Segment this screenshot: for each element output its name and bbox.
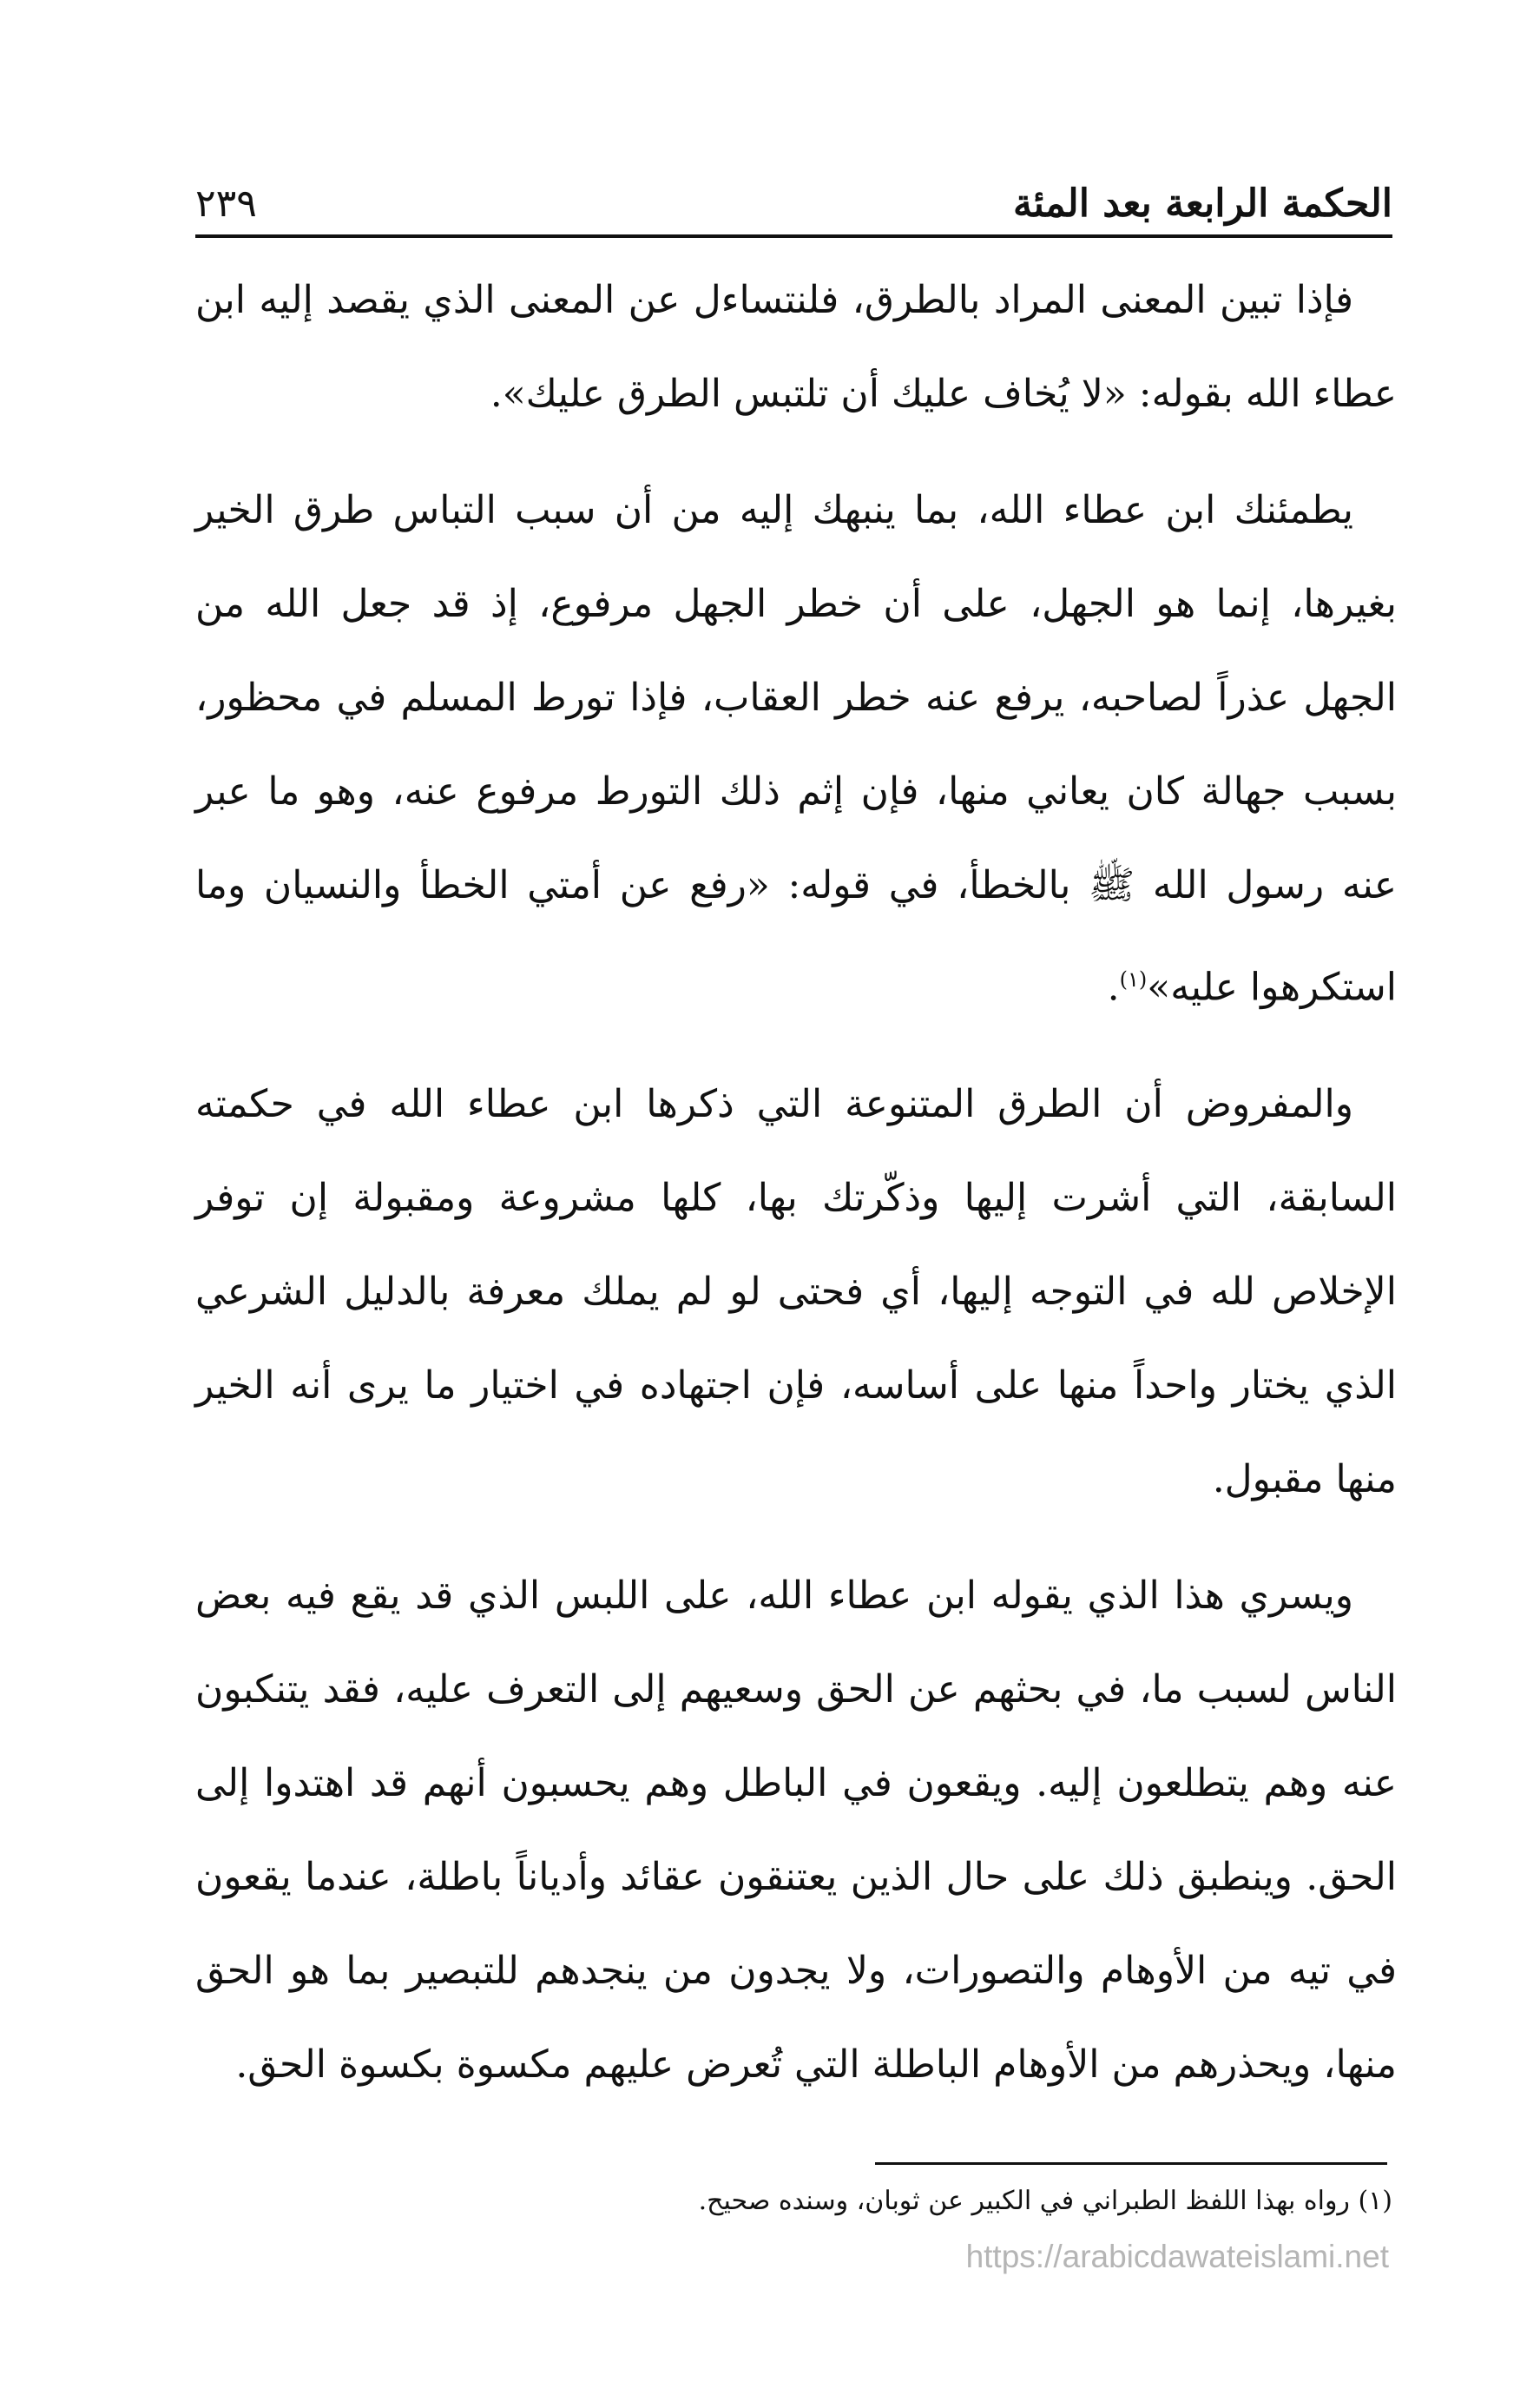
paragraph-1: فإذا تبين المعنى المراد بالطرق، فلنتساءل عن المعنى الذي يقصد إليه ابن عطاء الله بقوله: «لا يُخاف عليك أن تلتبس الطرق عليك». (195, 278, 1397, 416)
running-title: الحكمة الرابعة بعد المئة (1012, 181, 1392, 226)
footnote-separator (875, 2162, 1387, 2165)
page-header (195, 165, 1392, 238)
paragraph-2-text: يطمئنك ابن عطاء الله، بما ينبهك إليه من أن سبب التباس طرق الخير بغيرها، إنما هو الجهل، على أن خطر الجهل مرفوع، إذ قد جعل الله من الجهل عذراً لصاحبه، يرفع عنه خطر العقاب، فإذا تورط المسلم في محظور، بسبب جهالة كان يعاني منها، فإن إثم ذلك التورط مرفوع عنه، وهو ما عبر عنه رسول الله ﷺ بالخطأ، في قوله: «رفع عن أمتي الخطأ والنسيان وما استكرهوا عليه» (195, 488, 1397, 1010)
watermark-url: https://arabicdawateislami.net (965, 2239, 1389, 2274)
paragraph-2: يطمئنك ابن عطاء الله، بما ينبهك إليه من أن سبب التباس طرق الخير بغيرها، إنما هو الجهل، على أن خطر الجهل مرفوع، إذ قد جعل الله من الجهل عذراً لصاحبه، يرفع عنه خطر العقاب، فإذا تورط المسلم في محظور، بسبب جهالة كان يعاني منها، فإن إثم ذلك التورط مرفوع عنه، وهو ما عبر عنه رسول الله ﷺ بالخطأ، في قوله: «رفع عن أمتي الخطأ والنسيان وما استكرهوا عليه»$^{(١)}$. (195, 488, 1397, 1010)
footnote: (١) رواه بهذا اللفظ الطبراني في الكبير عن ثوبان، وسنده صحيح. (698, 2186, 1392, 2216)
paragraph-3: والمفروض أن الطرق المتنوعة التي ذكرها ابن عطاء الله في حكمته السابقة، التي أشرت إليها وذكّرتك بها، كلها مشروعة ومقبولة إن توفر الإخلاص لله في التوجه إليها، أي فحتى لو لم يملك معرفة بالدليل الشرعي الذي يختار واحداً منها على أساسه، فإن اجتهاده في اختيار ما يرى أنه الخير منها مقبول. (195, 1081, 1397, 1501)
main-text (195, 254, 1397, 2134)
paragraph-4: ويسري هذا الذي يقوله ابن عطاء الله، على اللبس الذي قد يقع فيه بعض الناس لسبب ما، في بحثهم عن الحق وسعيهم إلى التعرف عليه، فقد يتنكبون عنه وهم يتطلعون إليه. ويقعون في الباطل وهم يحسبون أنهم قد اهتدوا إلى الحق. وينطبق ذلك على حال الذين يعتنقون عقائد وأدياناً باطلة، عندما يقعون في تيه من الأوهام والتصورات، ولا يجدون من ينجدهم للتبصير بما هو الحق منها، ويحذرهم من الأوهام الباطلة التي تُعرض عليهم مكسوة بكسوة الحق. (195, 1573, 1397, 2087)
page-number: ٢٣٩ (195, 181, 257, 226)
footnote-marker: (١) (1119, 967, 1148, 992)
